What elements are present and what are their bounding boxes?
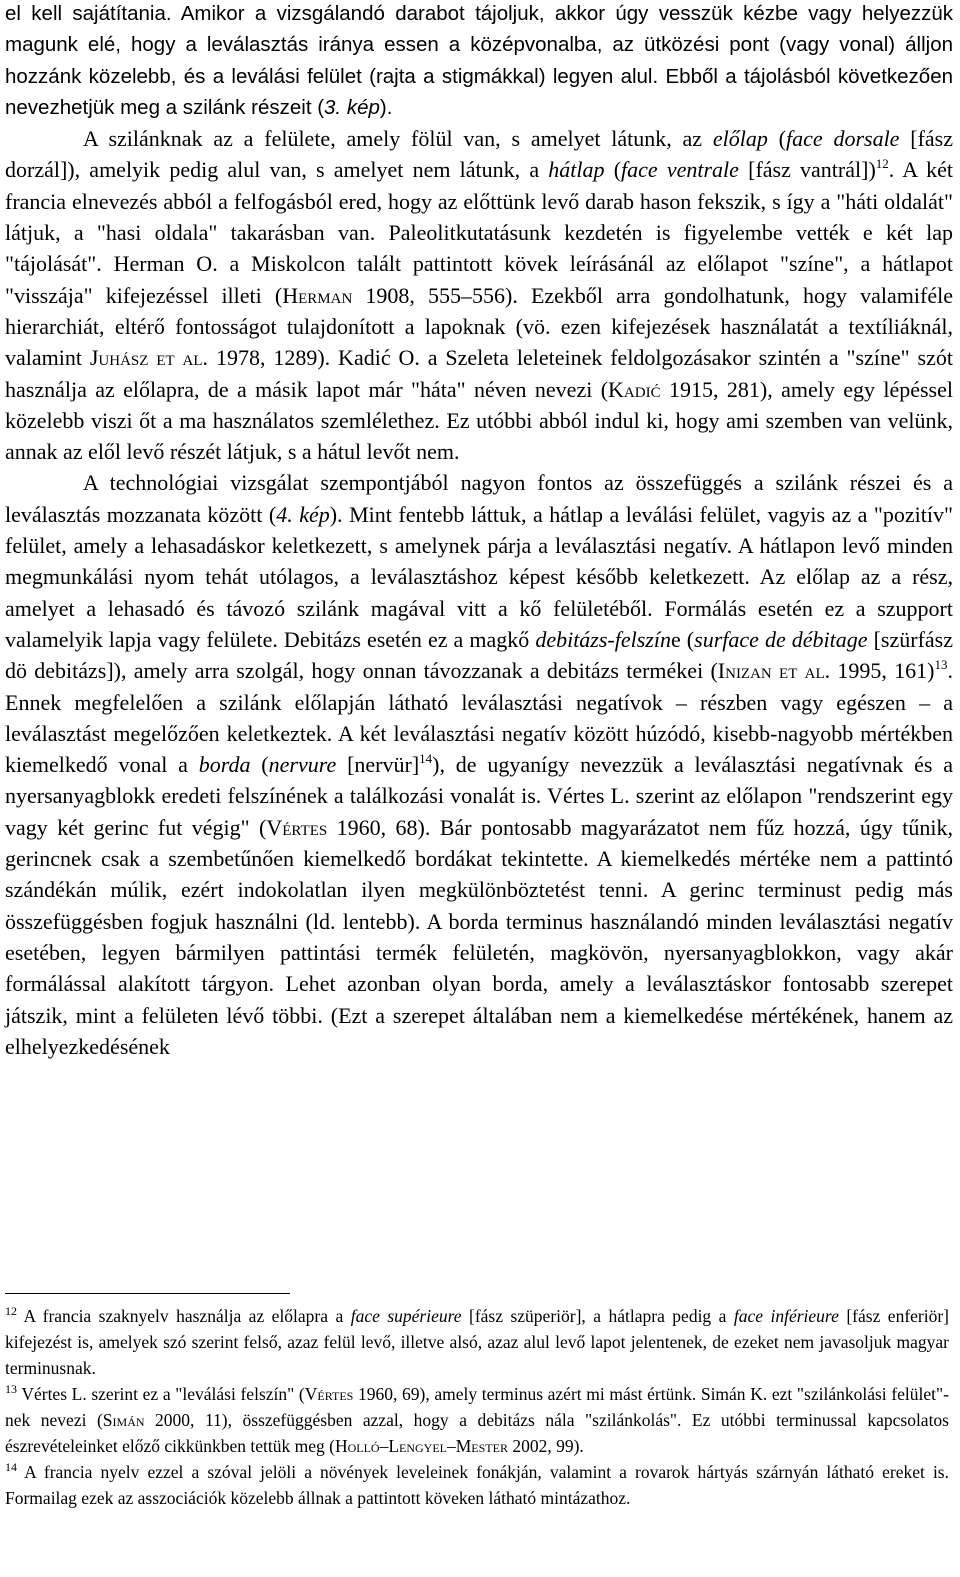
citation-author: Vértes xyxy=(266,814,328,840)
text-run: ( xyxy=(604,157,622,183)
paragraph-1 xyxy=(5,0,953,123)
citation-author: Vértes xyxy=(304,1384,354,1404)
text-run: A francia nyelv ezzel a szóval jelöli a növények leveleinek fonákján, valamint a rovarok hártyás szárnyán látható ereket is. Formailag ezek az asszociációk közelebb állnak a pattintott köveken látható mintázathoz. xyxy=(5,1462,949,1508)
term-italic: face ventrale xyxy=(621,157,739,183)
text-run: [szürfász dö debitázs]), amely arra szolgál, hogy onnan távozzanak a debitázs termékei ( xyxy=(5,626,953,684)
footnote-13 xyxy=(5,1381,949,1459)
term-italic: előlap xyxy=(712,126,768,152)
figure-reference: 3. kép xyxy=(324,95,380,119)
text-run: . A két francia elnevezés abból a felfogásból ered, hogy az előttünk levő darab hason fekszik, s így a "háti oldalát" látjuk, a "hasi oldala" takarásban van. Paleolitkutatásunk kezdetén is figyelembe vették e két lap "tájolását". Herman O. a Miskolcon talált pattintott kövek leírásánál az előlapot "színe", a hátlapot "visszája" kifejezéssel illeti ( xyxy=(5,157,953,308)
text-run: Vértes L. szerint ez a "leválási felszín" ( xyxy=(17,1384,305,1404)
text-run: A technológiai vizsgálat szempontjából nagyon fontos az összefüggés a szilánk részei és a leválasztás mozzanata között ( xyxy=(5,470,953,527)
text-run: A francia szaknyelv használja az előlapra a xyxy=(17,1306,351,1326)
text-run: ( xyxy=(250,752,269,778)
text-run: 2000, 11), összefüggésben azzal, hogy a debitázs nála "szilánkolás". Ez utóbbi terminussal kapcsolatos észrevételeinket előző cikkünkben tettük meg ( xyxy=(5,1410,949,1456)
text-run: . Ennek megfelelően a szilánk előlapján látható leválasztási negatívok – részben vagy egészen – a leválasztást megelőzően keletkeztek. A két leválasztási negatív között húzódó, kisebb-nagyobb mértékben kiemelkedő vonal a xyxy=(5,658,953,778)
term-italic: hátlap xyxy=(548,157,605,183)
citation-author: Kadić xyxy=(608,376,661,402)
text-run: 2002, 99). xyxy=(507,1436,584,1456)
text-run: [fász szüperiör], a hátlapra pedig a xyxy=(461,1306,734,1326)
term-italic: face inférieure xyxy=(733,1306,839,1326)
paragraph-2 xyxy=(5,123,953,467)
text-run: ), de ugyanígy nevezzük a leválasztási negatívnak és a nyersanyagblokk eredeti felszínének a találkozási vonalát is. Vértes L. szerint az előlapon "rendszerint egy vagy két gerinc fut végig" ( xyxy=(5,752,953,840)
text-run: 1960, 69), amely terminus azért mi mást értünk. Simán K. ezt "szilánkolási felület"-nek nevezi ( xyxy=(5,1384,949,1430)
term-italic: surface de débitage xyxy=(694,626,868,652)
citation-author: Juhász et al. xyxy=(89,345,209,371)
text-run: ). xyxy=(379,95,393,119)
text-run: el kell sajátítania. Amikor a vizsgálandó darabot tájoljuk, akkor úgy vesszük kézbe vagy helyezzük magunk elé, hogy a leválasztás iránya essen a középvonalba, az ütközési pont (vagy vonal) álljon hozzánk közelebb, és a leválási felület (rajta a stigmákkal) legyen alul. Ebből a tájolásból következően nevezhetjük meg a szilánk részeit ( xyxy=(5,2,953,119)
text-run: A szilánknak az a felülete, amely fölül van, s amelyet látunk, az xyxy=(83,126,713,152)
text-run: ( xyxy=(767,126,786,152)
term-italic: borda xyxy=(198,752,251,778)
footnotes xyxy=(5,1303,949,1511)
term-italic: face supérieure xyxy=(350,1306,462,1326)
text-run: ). Mint fentebb láttuk, a hátlap a leválási felület, vagyis az a "pozitív" felület, amely a lehasadáskor keletkezett, s amelynek párja a leválasztási negatív. A hátlapon levő minden megmunkálási nyom tehát utólagos, a leválasztáshoz képest később keletkezett. Az előlap az a rész, amelyet a lehasadó és távozó szilánk magával vitt a kő felületéből. Formálás esetén ez a szupport valamelyik lapja vagy felülete. Debitázs esetén ez a magkő xyxy=(5,501,953,652)
term-italic: face dorsale xyxy=(786,126,900,152)
footnote-ref-12[interactable]: 12 xyxy=(875,156,889,172)
footnote-ref-13[interactable]: 13 xyxy=(934,657,948,673)
footnote-number: 12 xyxy=(5,1304,17,1318)
citation-author: Herman xyxy=(282,282,353,308)
text-run: 1908, 555–556). Ezekből arra gondolhatunk, hogy valamiféle hierarchiát, eltérő fontosságot tulajdonított a lapoknak (vö. ezen kifejezések használatát a textíliáknál, valamint xyxy=(5,282,953,371)
footnote-separator xyxy=(5,1293,290,1294)
citation-author: Holló–Lengyel–Mester xyxy=(334,1436,508,1456)
footnote-ref-14[interactable]: 14 xyxy=(419,751,433,767)
paragraph-3 xyxy=(5,467,953,1062)
text-run: [fász vantrál]) xyxy=(738,157,876,183)
citation-author: Simán xyxy=(102,1410,145,1430)
footnote-14 xyxy=(5,1459,949,1511)
footnote-number: 14 xyxy=(5,1460,17,1474)
document-page xyxy=(5,0,953,1062)
citation-author: Inizan et al. xyxy=(717,658,831,684)
text-run: 1978, 1289). Kadić O. a Szeleta leleteinek feldolgozásakor szintén a "színe" szót használja az előlapra, de a másik lapot már "háta" néven nevezi ( xyxy=(5,345,953,402)
text-run: 1995, 161) xyxy=(830,658,935,684)
text-run: 1960, 68). Bár pontosabb magyarázatot nem fűz hozzá, úgy tűnik, gerincnek csak a szembetűnően kiemelkedő bordákat tekintette. A kiemelkedés mértéke nem a pattintó szándékán múlik, ezért indokolatlan ilyen megkülönböztetést tenni. A gerinc terminust pedig más összefüggésben fogjuk használni (ld. lentebb). A borda terminus használandó minden leválasztási negatív esetében, legyen bármilyen pattintási termék felületén, magkövön, nyersanyagblokkon, vagy akár formálással alakított tárgyon. Lehet azonban olyan borda, amely a leválasztáskor fontosabb szerepet játszik, mint a felületen lévő többi. (Ezt a szerepet általában nem a kiemelkedése mértékének, hanem az elhelyezkedésének xyxy=(5,814,953,1059)
footnote-number: 13 xyxy=(5,1382,17,1396)
text-run: e ( xyxy=(670,626,695,652)
footnote-12 xyxy=(5,1303,949,1381)
term-italic: nervure xyxy=(268,752,337,778)
text-run: [nervür] xyxy=(336,752,420,778)
term-italic: debitázs-felszín xyxy=(535,626,671,652)
text-run: [fász dorzál]), amelyik pedig alul van, s amelyet nem látunk, a xyxy=(5,126,953,183)
figure-reference: 4. kép xyxy=(276,501,330,527)
text-run: 1915, 281), amely egy lépéssel közelebb viszi őt a ma használatos szemlélethez. Ez utóbbi abból indul ki, hogy ami szemben van velünk, annak az elől levő részét látjuk, s a hátul levőt nem. xyxy=(5,376,953,465)
text-run: [fász enferiör] kifejezést is, amelyek szó szerint felső, azaz felül levő, illetve alsó, azaz alul levő lapot jelentenek, de ezeket nem javasoljuk magyar terminusnak. xyxy=(5,1306,950,1378)
